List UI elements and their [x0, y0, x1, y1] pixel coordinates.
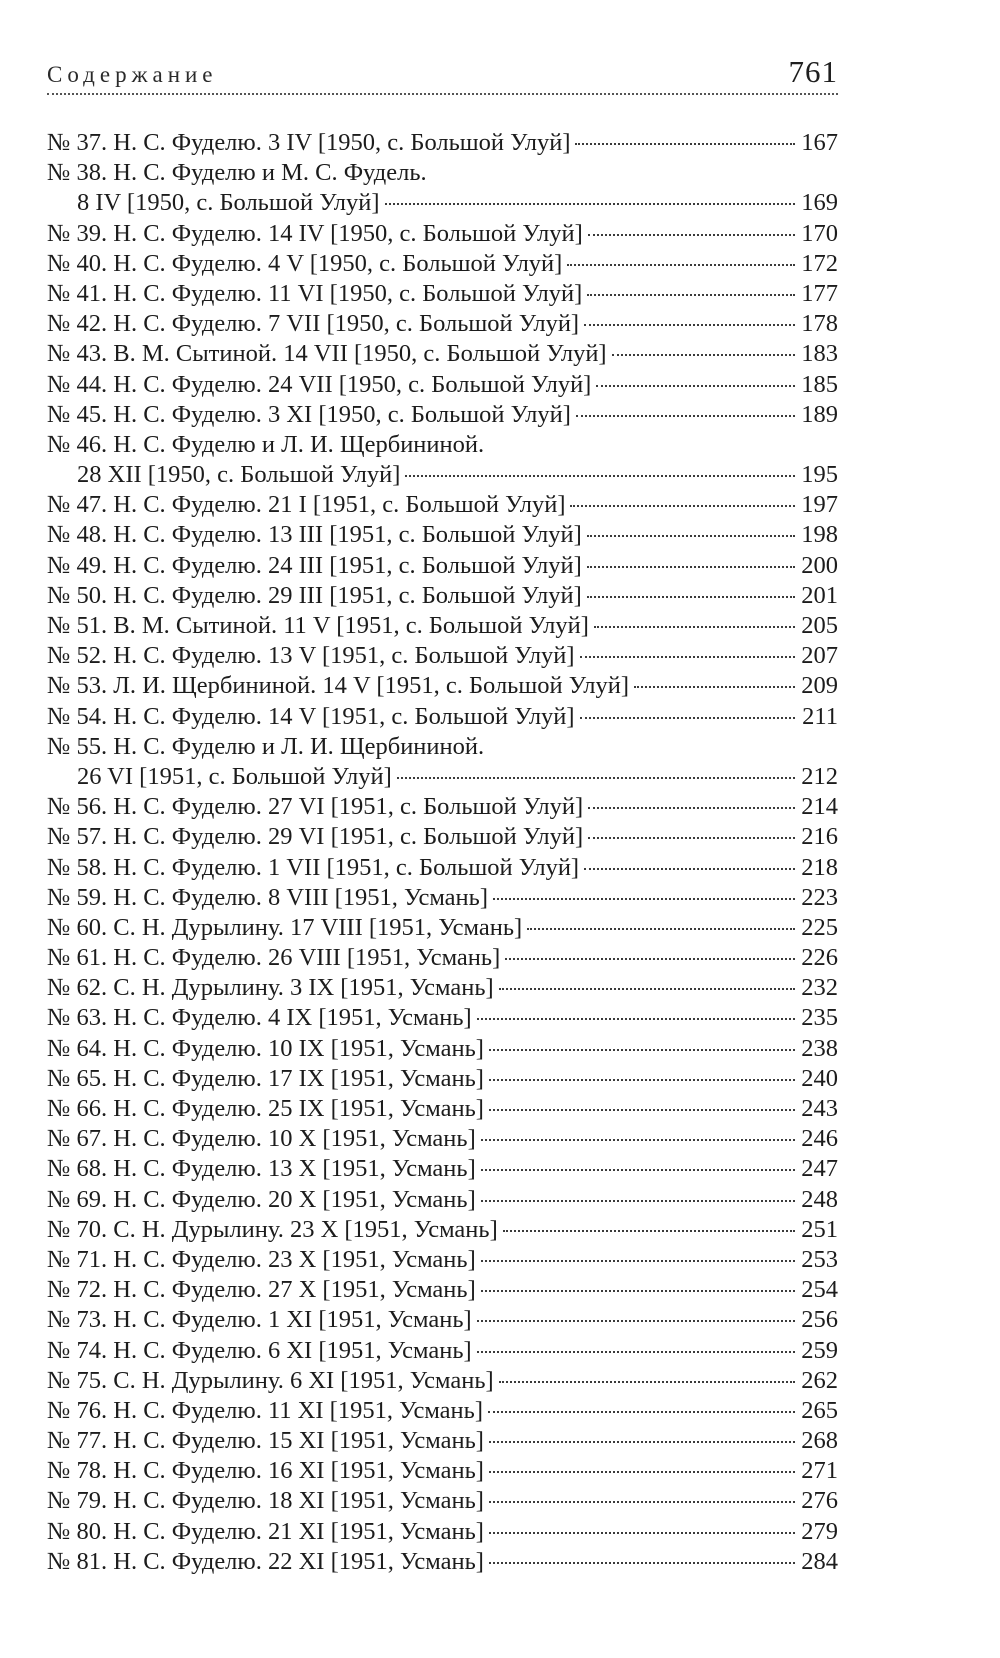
toc-entry[interactable]	[47, 1275, 838, 1305]
toc-entry-title: № 75. С. Н. Дурылину. 6 XI [1951, Усмань]	[47, 1366, 494, 1394]
toc-entry-line	[47, 279, 838, 309]
toc-entry-line	[47, 1547, 838, 1577]
toc-entry-page: 247	[801, 1155, 838, 1183]
toc-entry[interactable]	[47, 1064, 838, 1094]
toc-entry-line	[47, 641, 838, 671]
toc-entry-line	[47, 973, 838, 1003]
dot-leader	[489, 1501, 795, 1503]
toc-entry-line	[47, 853, 838, 883]
toc-entry-title: № 72. Н. С. Фуделю. 27 X [1951, Усмань]	[47, 1276, 476, 1304]
dot-leader	[481, 1290, 795, 1292]
toc-entry-first-line	[47, 732, 838, 762]
toc-entry-title: № 78. Н. С. Фуделю. 16 XI [1951, Усмань]	[47, 1457, 484, 1485]
toc-entry[interactable]	[47, 1366, 838, 1396]
toc-entry-line	[47, 702, 838, 732]
toc-entry-line	[47, 762, 838, 792]
toc-entry[interactable]	[47, 822, 838, 852]
toc-entry-page: 211	[802, 702, 838, 730]
toc-entry-page: 238	[801, 1034, 838, 1062]
toc-entry-page: 177	[801, 279, 838, 307]
toc-entry[interactable]	[47, 1426, 838, 1456]
toc-entry[interactable]	[47, 1305, 838, 1335]
toc-entry[interactable]	[47, 551, 838, 581]
toc-entry-first-line	[47, 430, 838, 460]
toc-entry-page: 284	[801, 1547, 838, 1575]
dot-leader	[570, 505, 795, 507]
toc-entry-title: 26 VI [1951, с. Большой Улуй]	[77, 762, 392, 790]
toc-entry-page: 207	[801, 642, 838, 670]
toc-entry-line	[47, 611, 838, 641]
toc-entry-line	[47, 822, 838, 852]
toc-entry[interactable]	[47, 973, 838, 1003]
dot-leader	[575, 143, 795, 145]
toc-entry-page: 195	[801, 461, 838, 489]
toc-entry-line	[47, 400, 838, 430]
toc-entry-line	[47, 309, 838, 339]
toc-entry[interactable]	[47, 279, 838, 309]
toc-entry-title: № 43. В. М. Сытиной. 14 VII [1950, с. Большой Улуй]	[47, 340, 607, 368]
dot-leader	[397, 777, 795, 779]
toc-entry-page: 169	[801, 189, 838, 217]
toc-entry-title: № 59. Н. С. Фуделю. 8 VIII [1951, Усмань]	[47, 883, 488, 911]
toc-entry-page: 243	[801, 1095, 838, 1123]
toc-entry-page: 268	[801, 1427, 838, 1455]
dot-leader	[567, 264, 795, 266]
toc-entry-line	[47, 249, 838, 279]
toc-entry[interactable]	[47, 158, 838, 218]
toc-entry-page: 223	[801, 883, 838, 911]
toc-entry[interactable]	[47, 1034, 838, 1064]
toc-entry-page: 259	[801, 1336, 838, 1364]
toc-entry-page: 209	[801, 672, 838, 700]
toc-entry[interactable]	[47, 1486, 838, 1516]
toc-entry-line	[47, 1185, 838, 1215]
toc-entry[interactable]	[47, 1456, 838, 1486]
toc-entry[interactable]	[47, 219, 838, 249]
toc-entry[interactable]	[47, 1124, 838, 1154]
toc-entry-title: № 50. Н. С. Фуделю. 29 III [1951, с. Большой Улуй]	[47, 581, 582, 609]
toc-entry-title: № 51. В. М. Сытиной. 11 V [1951, с. Большой Улуй]	[47, 612, 589, 640]
dot-leader	[477, 1320, 795, 1322]
dot-leader	[489, 1562, 795, 1564]
dot-leader	[594, 626, 795, 628]
toc-entry[interactable]	[47, 943, 838, 973]
dot-leader	[489, 1441, 795, 1443]
dot-leader	[493, 898, 795, 900]
dot-leader	[481, 1169, 795, 1171]
toc-entry-line	[47, 581, 838, 611]
toc-entry-title: № 69. Н. С. Фуделю. 20 X [1951, Усмань]	[47, 1185, 476, 1213]
toc-entry-line	[47, 370, 838, 400]
dot-leader	[385, 203, 795, 205]
toc-entry[interactable]	[47, 913, 838, 943]
dot-leader	[634, 686, 795, 688]
toc-entry-title: № 47. Н. С. Фуделю. 21 I [1951, с. Большой Улуй]	[47, 491, 566, 519]
toc-entry-line	[47, 1245, 838, 1275]
toc-entry[interactable]	[47, 611, 838, 641]
toc-entry-line	[47, 1154, 838, 1184]
toc-entry-page: 197	[801, 491, 838, 519]
toc-entry-page: 216	[801, 823, 838, 851]
toc-entry-line	[47, 1124, 838, 1154]
toc-entry-page: 226	[801, 944, 838, 972]
toc-entry-title: № 61. Н. С. Фуделю. 26 VIII [1951, Усмань]	[47, 944, 501, 972]
toc-entry-title: № 58. Н. С. Фуделю. 1 VII [1951, с. Большой Улуй]	[47, 853, 580, 881]
dot-leader	[587, 596, 795, 598]
toc-entry-title: № 39. Н. С. Фуделю. 14 IV [1950, с. Большой Улуй]	[47, 219, 583, 247]
toc-entry-title: № 48. Н. С. Фуделю. 13 III [1951, с. Большой Улуй]	[47, 521, 582, 549]
toc-entry[interactable]	[47, 1185, 838, 1215]
toc-entry-title: № 74. Н. С. Фуделю. 6 XI [1951, Усмань]	[47, 1336, 472, 1364]
toc-entry-line	[47, 671, 838, 701]
toc-entry[interactable]	[47, 581, 838, 611]
toc-entry-page: 214	[801, 793, 838, 821]
toc-entry-title: № 73. Н. С. Фуделю. 1 XI [1951, Усмань]	[47, 1306, 472, 1334]
dot-leader	[405, 475, 795, 477]
toc-entry-page: 248	[801, 1185, 838, 1213]
toc-entry-title: № 81. Н. С. Фуделю. 22 XI [1951, Усмань]	[47, 1547, 484, 1575]
toc-entry-line	[47, 1366, 838, 1396]
dot-leader	[499, 988, 795, 990]
dot-leader	[505, 958, 795, 960]
toc-entry[interactable]	[47, 339, 838, 369]
toc-entry-page: 271	[801, 1457, 838, 1485]
toc-entry-title: 28 XII [1950, с. Большой Улуй]	[77, 461, 401, 489]
toc-entry-title: № 76. Н. С. Фуделю. 11 XI [1951, Усмань]	[47, 1396, 483, 1424]
toc-entry-line	[47, 1064, 838, 1094]
toc-entry-title: № 65. Н. С. Фуделю. 17 IX [1951, Усмань]	[47, 1064, 484, 1092]
toc-entry-line	[47, 1275, 838, 1305]
dot-leader	[488, 1411, 795, 1413]
dot-leader	[588, 807, 795, 809]
toc-entry-line	[47, 883, 838, 913]
dot-leader	[588, 234, 795, 236]
toc-entry-line	[47, 913, 838, 943]
toc-entry-first-line	[47, 158, 838, 188]
toc-entry-page: 253	[801, 1245, 838, 1273]
toc-entry[interactable]	[47, 883, 838, 913]
toc-entry-page: 262	[801, 1366, 838, 1394]
toc-entry[interactable]	[47, 1003, 838, 1033]
toc-entry-line	[47, 1396, 838, 1426]
toc-entry-title: № 64. Н. С. Фуделю. 10 IX [1951, Усмань]	[47, 1034, 484, 1062]
toc-entry-title: № 63. Н. С. Фуделю. 4 IX [1951, Усмань]	[47, 1004, 472, 1032]
toc-entry-page: 254	[801, 1276, 838, 1304]
toc-entry[interactable]	[47, 792, 838, 822]
toc-entry-line	[47, 339, 838, 369]
toc-entry-line	[47, 219, 838, 249]
dot-leader	[587, 535, 795, 537]
toc-entry-title: № 40. Н. С. Фуделю. 4 V [1950, с. Большой Улуй]	[47, 249, 563, 277]
toc-entry[interactable]	[47, 1245, 838, 1275]
dot-leader	[481, 1260, 795, 1262]
toc-entry[interactable]	[47, 128, 838, 158]
toc-entry[interactable]	[47, 430, 838, 490]
dot-leader	[588, 837, 795, 839]
dot-leader	[580, 717, 795, 719]
toc-entry-page: 201	[801, 581, 838, 609]
dot-leader	[477, 1018, 795, 1020]
toc-entry-title: № 71. Н. С. Фуделю. 23 X [1951, Усмань]	[47, 1245, 476, 1273]
toc-entry-title: № 79. Н. С. Фуделю. 18 XI [1951, Усмань]	[47, 1487, 484, 1515]
toc-entry-page: 189	[801, 400, 838, 428]
toc-entry-page: 240	[801, 1064, 838, 1092]
dot-leader	[503, 1230, 795, 1232]
toc-entry-line	[47, 188, 838, 218]
dot-leader	[576, 415, 795, 417]
toc-entry-line	[47, 490, 838, 520]
dot-leader	[481, 1139, 795, 1141]
toc-entry[interactable]	[47, 1547, 838, 1577]
toc-entry-page: 232	[801, 974, 838, 1002]
toc-entry[interactable]	[47, 400, 838, 430]
dot-leader	[489, 1532, 795, 1534]
toc-entry-title: № 52. Н. С. Фуделю. 13 V [1951, с. Большой Улуй]	[47, 642, 575, 670]
dot-leader	[489, 1079, 795, 1081]
toc-entry-line	[47, 792, 838, 822]
toc-entry-line	[47, 1336, 838, 1366]
toc-entry-page: 235	[801, 1004, 838, 1032]
toc-entry-page: 170	[801, 219, 838, 247]
toc-entry-heading: № 38. Н. С. Фуделю и М. С. Фудель.	[47, 159, 427, 187]
toc-entry[interactable]	[47, 1336, 838, 1366]
toc-entry-title: № 56. Н. С. Фуделю. 27 VI [1951, с. Большой Улуй]	[47, 793, 584, 821]
dot-leader	[584, 868, 795, 870]
dot-leader	[580, 656, 795, 658]
toc-entry[interactable]	[47, 732, 838, 792]
dot-leader	[527, 928, 795, 930]
dot-leader	[596, 385, 795, 387]
toc-entry-page: 178	[801, 310, 838, 338]
section-title: Содержание	[47, 62, 218, 87]
toc-entry[interactable]	[47, 520, 838, 550]
toc-entry-page: 265	[801, 1396, 838, 1424]
toc-entry-title: № 53. Л. И. Щербининой. 14 V [1951, с. Большой Улуй]	[47, 672, 630, 700]
toc-entry-page: 246	[801, 1125, 838, 1153]
dot-leader	[489, 1109, 795, 1111]
toc-entry-page: 212	[801, 762, 838, 790]
toc-entry-title: № 66. Н. С. Фуделю. 25 IX [1951, Усмань]	[47, 1095, 484, 1123]
toc-entry-line	[47, 1486, 838, 1516]
toc-entry-title: № 37. Н. С. Фуделю. 3 IV [1950, с. Большой Улуй]	[47, 129, 571, 156]
header-dotted-rule	[47, 93, 838, 95]
toc-entry-line	[47, 1456, 838, 1486]
dot-leader	[489, 1471, 795, 1473]
dot-leader	[489, 1049, 795, 1051]
toc-entry-title: № 49. Н. С. Фуделю. 24 III [1951, с. Большой Улуй]	[47, 551, 582, 579]
toc-entry-line	[47, 1003, 838, 1033]
toc-entry-title: № 70. С. Н. Дурылину. 23 X [1951, Усмань]	[47, 1215, 498, 1243]
toc-entry-heading: № 55. Н. С. Фуделю и Л. И. Щербининой.	[47, 732, 485, 760]
toc-entry-page: 167	[801, 129, 838, 156]
toc-entry-page: 185	[801, 370, 838, 398]
toc-entry-heading: № 46. Н. С. Фуделю и Л. И. Щербининой.	[47, 430, 485, 458]
toc-entry-line	[47, 1034, 838, 1064]
toc-entry-line	[47, 943, 838, 973]
toc-entry[interactable]	[47, 853, 838, 883]
toc-entry[interactable]	[47, 370, 838, 400]
toc-entry-page: 200	[801, 551, 838, 579]
toc-entry-page: 251	[801, 1215, 838, 1243]
toc-entry-page: 205	[801, 612, 838, 640]
toc-entry-title: № 44. Н. С. Фуделю. 24 VII [1950, с. Большой Улуй]	[47, 370, 592, 398]
toc-entry-line	[47, 460, 838, 490]
toc-entry[interactable]	[47, 1094, 838, 1124]
dot-leader	[584, 324, 795, 326]
toc-entry-title: № 54. Н. С. Фуделю. 14 V [1951, с. Большой Улуй]	[47, 702, 575, 730]
dot-leader	[612, 354, 795, 356]
dot-leader	[481, 1200, 795, 1202]
toc-entry-title: № 41. Н. С. Фуделю. 11 VI [1950, с. Большой Улуй]	[47, 279, 583, 307]
toc-entry[interactable]	[47, 309, 838, 339]
toc-entry[interactable]	[47, 1154, 838, 1184]
toc-entry-line	[47, 1215, 838, 1245]
toc-entry-title: № 62. С. Н. Дурылину. 3 IX [1951, Усмань]	[47, 974, 494, 1002]
toc-entry-title: № 60. С. Н. Дурылину. 17 VIII [1951, Усмань]	[47, 913, 523, 941]
toc-entry-page: 198	[801, 521, 838, 549]
toc-entry-line	[47, 128, 838, 158]
dot-leader	[499, 1381, 795, 1383]
toc-entry-line	[47, 1305, 838, 1335]
toc-entry[interactable]	[47, 1517, 838, 1547]
toc-entry-line	[47, 1426, 838, 1456]
dot-leader	[587, 294, 795, 296]
toc-entry-page: 225	[801, 913, 838, 941]
toc-entry-line	[47, 1517, 838, 1547]
toc-entry[interactable]	[47, 671, 838, 701]
toc-entry-line	[47, 1094, 838, 1124]
toc-entry-title: № 42. Н. С. Фуделю. 7 VII [1950, с. Большой Улуй]	[47, 310, 580, 338]
toc-entry-title: № 57. Н. С. Фуделю. 29 VI [1951, с. Большой Улуй]	[47, 823, 584, 851]
toc-entry-page: 256	[801, 1306, 838, 1334]
toc-entry-title: № 77. Н. С. Фуделю. 15 XI [1951, Усмань]	[47, 1427, 484, 1455]
toc-entry-title: 8 IV [1950, с. Большой Улуй]	[77, 189, 380, 217]
toc-entry-title: № 68. Н. С. Фуделю. 13 X [1951, Усмань]	[47, 1155, 476, 1183]
running-header	[47, 48, 838, 98]
toc-entry-line	[47, 520, 838, 550]
toc-entry-page: 218	[801, 853, 838, 881]
toc-entry-title: № 67. Н. С. Фуделю. 10 X [1951, Усмань]	[47, 1125, 476, 1153]
toc-entry[interactable]	[47, 1396, 838, 1426]
toc-entry-page: 172	[801, 249, 838, 277]
toc-entry-line	[47, 551, 838, 581]
toc-entry[interactable]	[47, 1215, 838, 1245]
toc-entry[interactable]	[47, 249, 838, 279]
toc-entry[interactable]	[47, 641, 838, 671]
toc-entry[interactable]	[47, 702, 838, 732]
page-number: 761	[788, 54, 838, 89]
dot-leader	[477, 1351, 795, 1353]
table-of-contents	[47, 128, 838, 1577]
toc-entry-page: 183	[801, 340, 838, 368]
toc-entry-title: № 80. Н. С. Фуделю. 21 XI [1951, Усмань]	[47, 1517, 484, 1545]
toc-entry-page: 276	[801, 1487, 838, 1515]
toc-entry-page: 279	[801, 1517, 838, 1545]
toc-entry-title: № 45. Н. С. Фуделю. 3 XI [1950, с. Большой Улуй]	[47, 400, 571, 428]
dot-leader	[587, 566, 795, 568]
toc-entry[interactable]	[47, 490, 838, 520]
